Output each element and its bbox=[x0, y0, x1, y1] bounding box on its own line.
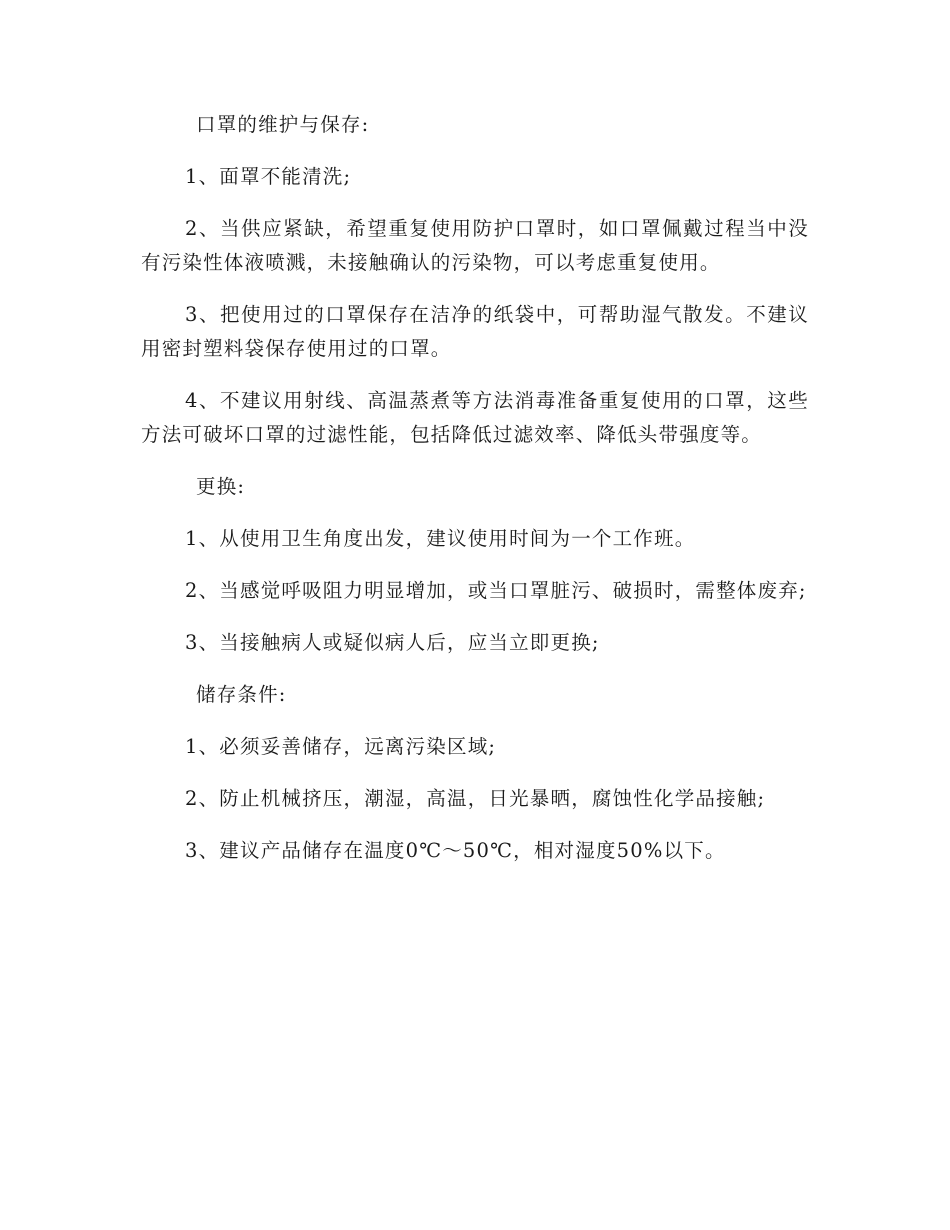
document-body bbox=[141, 108, 809, 886]
maintenance-item-2: 2、当供应紧缺，希望重复使用防护口罩时，如口罩佩戴过程当中没有污染性体液喷溅，未接触确认的污染物，可以考虑重复使用。 bbox=[141, 217, 809, 274]
section-heading-replacement: 更换: bbox=[196, 475, 246, 498]
storage-item-2: 2、防止机械挤压，潮湿，高温，日光暴晒，腐蚀性化学品接触; bbox=[185, 787, 766, 810]
maintenance-item-4: 4、不建议用射线、高温蒸煮等方法消毒准备重复使用的口罩，这些方法可破坏口罩的过滤性能，包括降低过滤效率、降低头带强度等。 bbox=[141, 389, 809, 446]
maintenance-item-1: 1、面罩不能清洗; bbox=[185, 165, 352, 188]
section-heading-maintenance: 口罩的维护与保存: bbox=[196, 113, 370, 136]
section-heading-storage: 储存条件: bbox=[196, 683, 287, 706]
storage-item-1: 1、必须妥善储存，远离污染区域; bbox=[185, 735, 497, 758]
replacement-item-1: 1、从使用卫生角度出发，建议使用时间为一个工作班。 bbox=[185, 527, 696, 550]
maintenance-item-3: 3、把使用过的口罩保存在洁净的纸袋中，可帮助湿气散发。不建议用密封塑料袋保存使用过的口罩。 bbox=[141, 303, 809, 360]
replacement-item-3: 3、当接触病人或疑似病人后，应当立即更换; bbox=[185, 631, 600, 654]
replacement-item-2: 2、当感觉呼吸阻力明显增加，或当口罩脏污、破损时，需整体废弃; bbox=[185, 579, 807, 602]
storage-item-3: 3、建议产品储存在温度0℃～50℃，相对湿度50%以下。 bbox=[185, 839, 726, 862]
